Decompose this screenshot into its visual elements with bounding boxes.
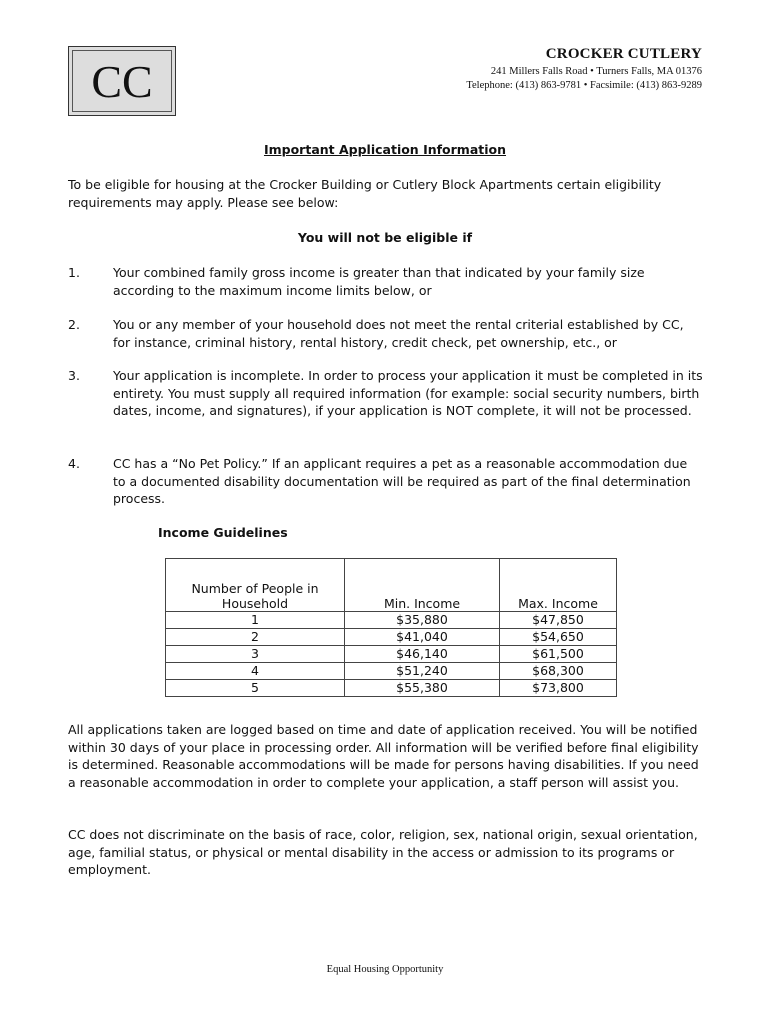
item-number: 2. [68, 317, 80, 332]
income-table [165, 558, 617, 697]
cell-min: $55,380 [345, 680, 500, 697]
header-min-income: Min. Income [345, 559, 500, 612]
cell-max: $73,800 [500, 680, 617, 697]
cell-max: $47,850 [500, 612, 617, 629]
logo-text: CC [91, 55, 153, 107]
cell-people: 2 [166, 629, 345, 646]
nondiscrimination-paragraph: CC does not discriminate on the basis of race, color, religion, sex, national origin, sexual orientation, age, familial status, or physical or mental disability in the access or admission to its programs or employment. [68, 827, 698, 877]
cell-max: $54,650 [500, 629, 617, 646]
table-row [166, 663, 617, 680]
cell-max: $68,300 [500, 663, 617, 680]
cell-people: 3 [166, 646, 345, 663]
item-text: You or any member of your household does not meet the rental criterial established by CC, for instance, criminal history, rental history, credit check, pet ownership, etc., or [113, 317, 684, 350]
footer-text: Equal Housing Opportunity [326, 964, 444, 975]
guidelines-title: Income Guidelines [158, 525, 288, 540]
table-row [166, 680, 617, 697]
item-number: 3. [68, 368, 80, 383]
item-text: Your application is incomplete. In order to process your application it must be completed in its entirety. You must supply all required information (for example: social security numbers, birth dates, income, and signatures), if your application is NOT complete, it will not be processed. [113, 368, 703, 418]
cell-people: 4 [166, 663, 345, 680]
cell-min: $51,240 [345, 663, 500, 680]
intro-paragraph: To be eligible for housing at the Crocker Building or Cutlery Block Apartments certain eligibility requirements may apply. Please see below: [68, 177, 662, 210]
item-number: 4. [68, 456, 80, 471]
processing-paragraph: All applications taken are logged based on time and date of application received. You will be notified within 30 days of your place in processing order. All information will be verified before final eligibility is determined. Reasonable accommodations will be made for persons having disabilities. If you need a reasonable accommodation in order to complete your application, a staff person will assist you. [68, 722, 699, 790]
company-header [466, 46, 702, 91]
table-header-row [166, 559, 617, 612]
cell-people: 5 [166, 680, 345, 697]
logo [68, 46, 176, 116]
cell-people: 1 [166, 612, 345, 629]
cell-max: $61,500 [500, 646, 617, 663]
company-name: CROCKER CUTLERY [545, 46, 702, 62]
cell-min: $41,040 [345, 629, 500, 646]
item-number: 1. [68, 265, 80, 280]
cell-min: $46,140 [345, 646, 500, 663]
item-text: Your combined family gross income is greater than that indicated by your family size according to the maximum income limits below, or [113, 265, 645, 298]
table-row [166, 612, 617, 629]
header-people: Number of People in Household [166, 559, 345, 612]
item-text: CC has a “No Pet Policy.” If an applicant requires a pet as a reasonable accommodation due to a documented disability documentation will be required as part of the final determination process. [113, 456, 691, 506]
page-title: Important Application Information [263, 142, 507, 157]
subtitle: You will not be eligible if [297, 230, 473, 245]
table-row [166, 629, 617, 646]
header-max-income: Max. Income [500, 559, 617, 612]
cell-min: $35,880 [345, 612, 500, 629]
company-phone: Telephone: (413) 863-9781 • Facsimile: (413) 863-9289 [466, 80, 702, 91]
company-address: 241 Millers Falls Road • Turners Falls, MA 01376 [490, 66, 702, 77]
table-row [166, 646, 617, 663]
